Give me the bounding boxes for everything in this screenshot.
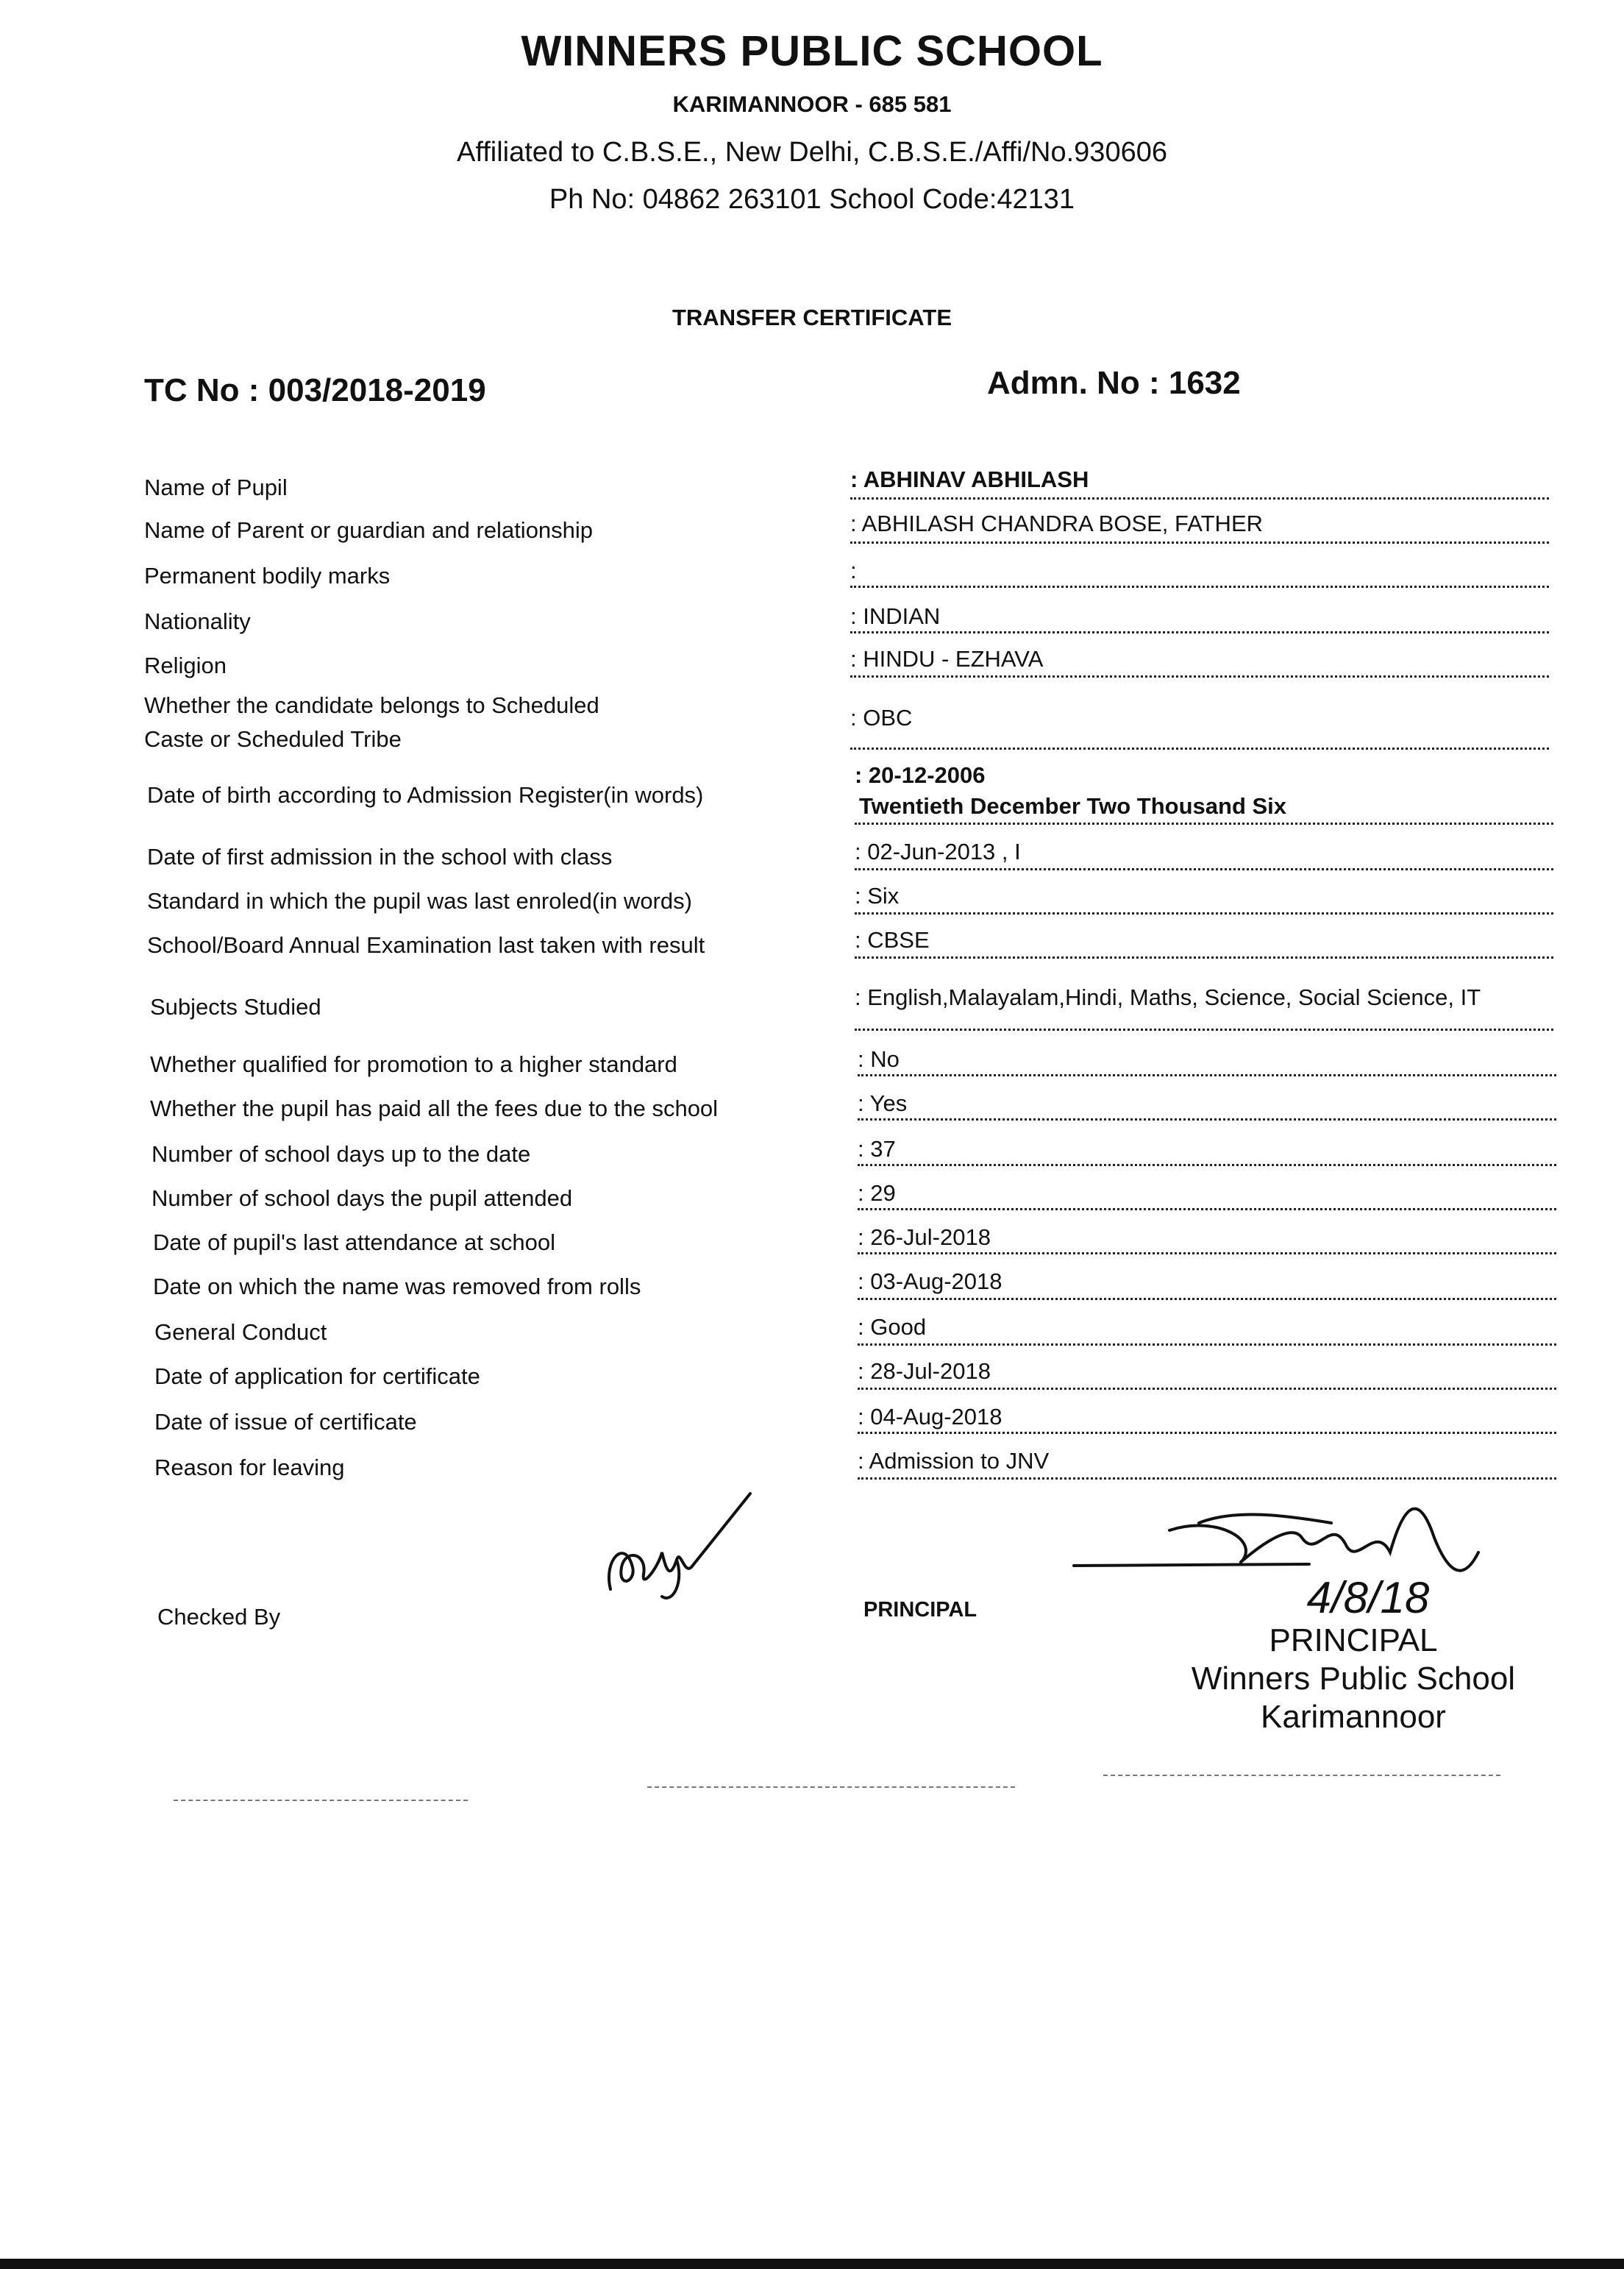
field-label-fees-paid: Whether the pupil has paid all the fees due to the school	[150, 1096, 719, 1121]
field-label-dob: Date of birth according to Admission Register(in words)	[147, 782, 704, 808]
value-underline	[850, 675, 1549, 678]
value-underline	[855, 956, 1553, 959]
field-label-reason-leaving: Reason for leaving	[154, 1455, 345, 1480]
value-underline	[850, 631, 1549, 633]
field-label-caste: Whether the candidate belongs to Scheduled	[144, 692, 599, 718]
field-value-first-admission: : 02-Jun-2013 , I	[855, 839, 1021, 864]
admission-number: Admn. No : 1632	[987, 365, 1241, 401]
field-label-caste-line2: Caste or Scheduled Tribe	[144, 726, 402, 752]
principal-stamp	[1118, 1574, 1589, 1736]
tc-number: TC No : 003/2018-2019	[144, 372, 486, 408]
value-underline	[850, 541, 1549, 544]
value-underline	[855, 1029, 1553, 1031]
field-label-conduct: General Conduct	[154, 1319, 327, 1345]
field-value-caste: : OBC	[850, 705, 913, 731]
field-value-last-standard: : Six	[855, 883, 900, 909]
field-value-conduct: : Good	[858, 1314, 927, 1340]
value-underline	[858, 1118, 1556, 1121]
school-name: WINNERS PUBLIC SCHOOL	[521, 27, 1103, 75]
field-value-parent: : ABHILASH CHANDRA BOSE, FATHER	[850, 511, 1264, 536]
field-value-last-exam: : CBSE	[855, 927, 930, 953]
school-affiliation: Affiliated to C.B.S.E., New Delhi, C.B.S.E./Affi/No.930606	[457, 137, 1167, 168]
scan-line	[174, 1800, 468, 1801]
field-label-subjects: Subjects Studied	[150, 994, 321, 1020]
field-label-pupil-name: Name of Pupil	[144, 475, 288, 500]
field-label-removed-from-rolls: Date on which the name was removed from rolls	[153, 1274, 641, 1299]
field-label-nationality: Nationality	[144, 608, 251, 634]
document-title: TRANSFER CERTIFICATE	[672, 305, 952, 330]
stamp-place: Karimannoor	[1261, 1699, 1446, 1735]
scan-line	[1103, 1775, 1500, 1776]
field-label-application-date: Date of application for certificate	[154, 1363, 480, 1389]
field-value-fees-paid: : Yes	[858, 1090, 908, 1116]
scan-edge	[0, 2259, 1624, 2269]
field-label-first-admission: Date of first admission in the school with class	[147, 844, 613, 870]
school-address: KARIMANNOOR - 685 581	[672, 91, 952, 117]
value-underline	[850, 748, 1549, 750]
value-underline	[858, 1432, 1556, 1434]
checker-signature	[588, 1479, 780, 1619]
stamp-date: 4/8/18	[1306, 1573, 1430, 1622]
value-underline	[858, 1343, 1556, 1346]
value-underline	[855, 912, 1553, 915]
stamp-title: PRINCIPAL	[1269, 1622, 1438, 1658]
stamp-school: Winners Public School	[1191, 1661, 1516, 1697]
field-label-promotion: Whether qualified for promotion to a higher standard	[150, 1051, 677, 1077]
checked-by-label: Checked By	[157, 1604, 281, 1630]
field-label-last-exam: School/Board Annual Examination last taken with result	[147, 932, 705, 958]
value-underline	[855, 868, 1553, 870]
field-value-last-attendance: : 26-Jul-2018	[858, 1224, 991, 1250]
field-value-bodily-marks: :	[850, 558, 857, 583]
value-underline	[858, 1074, 1556, 1076]
school-phone: Ph No: 04862 263101 School Code:42131	[549, 184, 1075, 215]
field-value-days-attended: : 29	[858, 1180, 896, 1206]
field-value-promotion: : No	[858, 1046, 900, 1072]
field-label-parent: Name of Parent or guardian and relationship	[144, 517, 594, 543]
field-value-reason-leaving: : Admission to JNV	[858, 1448, 1050, 1474]
value-underline	[850, 497, 1549, 500]
field-label-last-attendance: Date of pupil's last attendance at school	[153, 1229, 556, 1255]
value-underline	[855, 823, 1553, 825]
field-label-school-days: Number of school days up to the date	[152, 1141, 531, 1167]
field-value-nationality: : INDIAN	[850, 603, 941, 629]
value-underline	[858, 1388, 1556, 1390]
field-value-pupil-name: : ABHINAV ABHILASH	[850, 466, 1089, 492]
field-value-dob-words: Twentieth December Two Thousand Six	[859, 793, 1287, 819]
field-value-issue-date: : 04-Aug-2018	[858, 1404, 1002, 1430]
value-underline	[858, 1298, 1556, 1300]
field-label-days-attended: Number of school days the pupil attended	[152, 1185, 573, 1211]
field-label-issue-date: Date of issue of certificate	[154, 1409, 417, 1435]
value-underline	[858, 1252, 1556, 1254]
value-underline	[858, 1208, 1556, 1210]
field-value-dob: : 20-12-2006	[855, 762, 986, 788]
field-value-school-days: : 37	[858, 1136, 896, 1162]
scan-line	[647, 1786, 1015, 1788]
field-label-religion: Religion	[144, 653, 227, 678]
field-label-last-standard: Standard in which the pupil was last enroled(in words)	[147, 888, 692, 914]
field-value-application-date: : 28-Jul-2018	[858, 1358, 991, 1384]
field-label-bodily-marks: Permanent bodily marks	[144, 563, 391, 589]
field-value-religion: : HINDU - EZHAVA	[850, 646, 1044, 672]
field-value-subjects: : English,Malayalam,Hindi, Maths, Science, Social Science, IT	[855, 984, 1481, 1010]
field-value-removed-from-rolls: : 03-Aug-2018	[858, 1268, 1002, 1294]
value-underline	[858, 1164, 1556, 1166]
value-underline	[850, 586, 1549, 588]
principal-label: PRINCIPAL	[863, 1598, 977, 1622]
